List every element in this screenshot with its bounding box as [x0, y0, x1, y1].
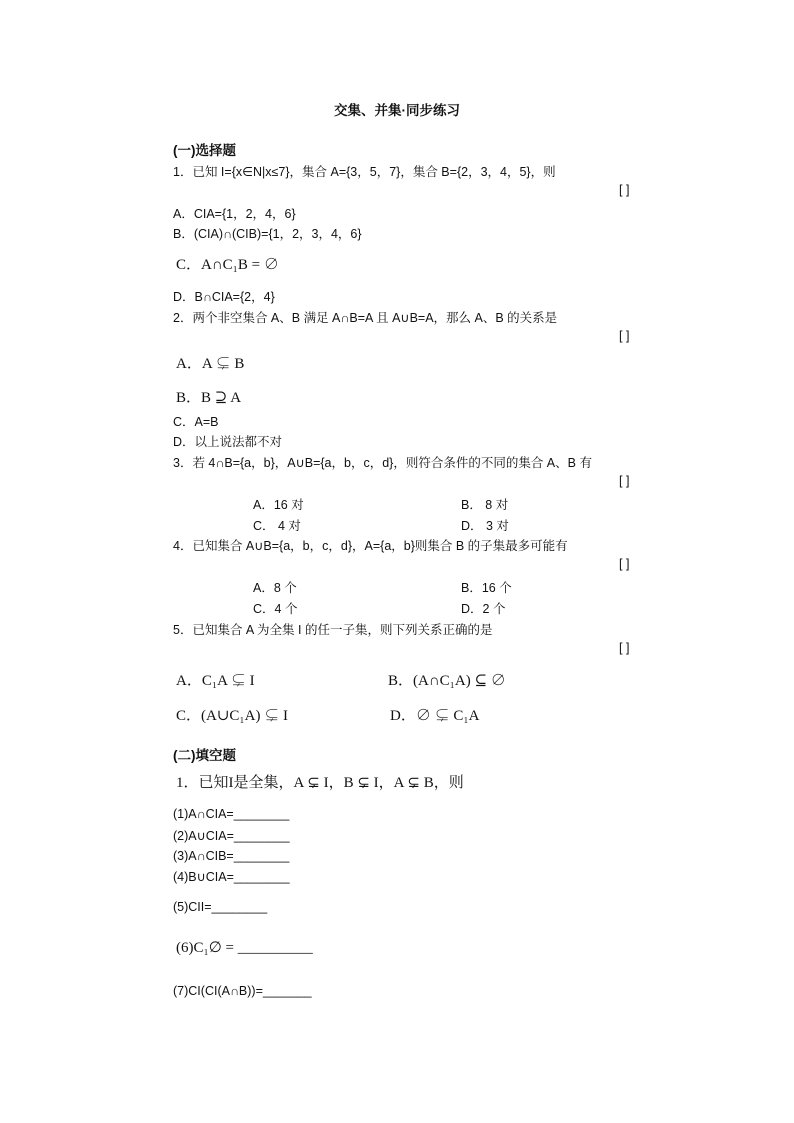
fill-intro: 1．已知I是全集，A ⊊ I，B ⊊ I，A ⊊ B，则 — [176, 775, 464, 791]
q3-option-a: A．16 对 — [253, 498, 304, 512]
q2-answer-bracket: [ ] — [619, 329, 630, 343]
q1-stem: 1．已知 I={x∈N|x≤7}，集合 A={3，5，7}，集合 B={2，3，4，5}，则 — [173, 165, 556, 179]
q2-option-d: D．以上说法都不对 — [173, 435, 283, 449]
q5-stem: 5．已知集合 A 为全集 I 的任一子集，则下列关系正确的是 — [173, 623, 493, 637]
page-title: 交集、并集·同步练习 — [334, 103, 460, 118]
q2-option-c: C．A=B — [173, 415, 219, 429]
q4-option-b: B．16 个 — [461, 581, 512, 595]
fill-item-6: (6)C₁∅ = __________ — [176, 940, 313, 956]
q2-option-a: A．A ⊊ B — [176, 356, 245, 372]
q2-option-b: B．B ⊇ A — [176, 390, 242, 406]
fill-item-3: (3)A∩CIB=________ — [173, 849, 290, 863]
q1-answer-bracket: [ ] — [619, 183, 630, 197]
section-heading-choice: (一)选择题 — [173, 143, 236, 158]
q3-option-b: B． 8 对 — [461, 498, 509, 512]
fill-item-4: (4)B∪CIA=________ — [173, 870, 290, 884]
q2-stem: 2．两个非空集合 A、B 满足 A∩B=A 且 A∪B=A，那么 A、B 的关系是 — [173, 311, 558, 325]
q1-option-c: C．A∩C₁B = ∅ — [176, 257, 279, 273]
q4-option-a: A．8 个 — [253, 581, 297, 595]
q5-option-c: C．(A∪C₁A) ⊊ I — [176, 708, 288, 724]
q5-option-b: B．(A∩C₁A) ⊆ ∅ — [388, 673, 506, 689]
q3-option-c: C． 4 对 — [253, 519, 301, 533]
q3-answer-bracket: [ ] — [619, 474, 630, 488]
section-heading-fill: (二)填空题 — [173, 748, 236, 763]
q5-answer-bracket: [ ] — [619, 641, 630, 655]
q3-stem: 3．若 4∩B={a，b}，A∪B={a，b，c，d}，则符合条件的不同的集合 A、B 有 — [173, 456, 592, 470]
q1-option-a: A．CIA={1，2，4，6} — [173, 207, 296, 221]
q4-stem: 4．已知集合 A∪B={a，b，c，d}，A={a，b}则集合 B 的子集最多可能有 — [173, 539, 568, 553]
q1-option-d: D．B∩CIA={2，4} — [173, 290, 275, 304]
q4-answer-bracket: [ ] — [619, 557, 630, 571]
fill-item-1: (1)A∩CIA=________ — [173, 807, 290, 821]
q5-option-d: D．∅ ⊊ C₁A — [390, 708, 480, 724]
q4-option-c: C．4 个 — [253, 602, 298, 616]
q1-option-b: B．(CIA)∩(CIB)={1，2，3，4，6} — [173, 227, 362, 241]
fill-item-7: (7)CI(CI(A∩B))=_______ — [173, 984, 312, 998]
fill-item-5: (5)CII=________ — [173, 900, 268, 914]
q4-option-d: D．2 个 — [461, 602, 506, 616]
fill-item-2: (2)A∪CIA=________ — [173, 829, 290, 843]
q3-option-d: D． 3 对 — [461, 519, 509, 533]
q5-option-a: A．C₁A ⊊ I — [176, 673, 255, 689]
